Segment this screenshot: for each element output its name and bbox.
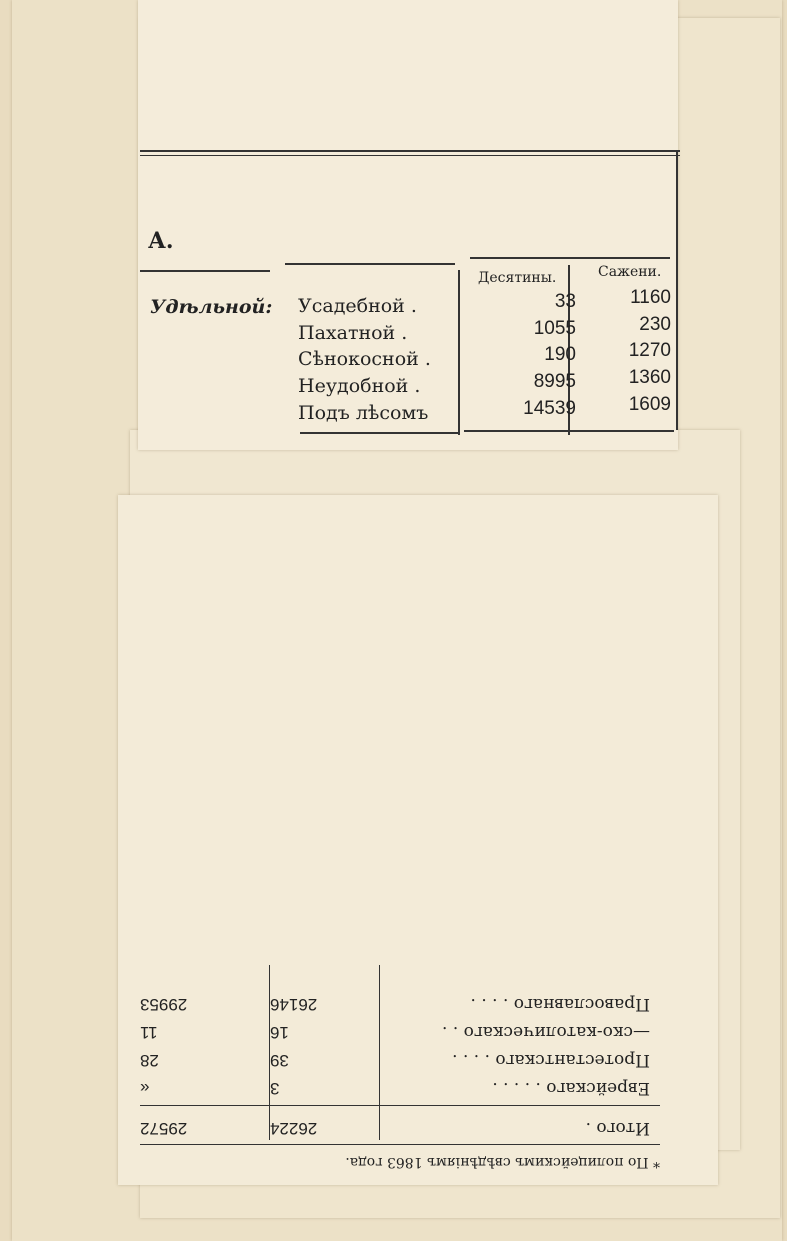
inverted-divider [379, 965, 380, 1140]
table-row [298, 394, 678, 432]
inverted-row-a: 26146 [270, 995, 318, 1014]
table-row [120, 986, 680, 1014]
inverted-row-a: 3 [270, 1079, 280, 1098]
inverted-row-label: Протестантскаго . . . . [452, 1050, 650, 1070]
inverted-row-a: 16 [270, 1023, 289, 1042]
inverted-table [120, 960, 680, 1180]
inverted-rule [140, 1144, 660, 1145]
inverted-row-label: Православнаго . . . . [470, 994, 650, 1014]
bottom-rule-right [464, 430, 674, 432]
row-label: Подъ лѣсомъ [298, 402, 429, 424]
col-header-sazheni: Сажени. [598, 264, 662, 280]
row-sazheni: 1609 [628, 394, 671, 415]
row-label: Сѣнокосной . [298, 348, 431, 370]
top-rule-thin [140, 155, 680, 156]
row-desyatiny: 8995 [533, 371, 576, 392]
inverted-row-b: 29572 [140, 1119, 188, 1138]
header-rule-right [470, 257, 670, 259]
inverted-rule [140, 1105, 660, 1106]
inverted-row-a: 39 [270, 1051, 289, 1070]
inverted-row-label: Итого . [585, 1118, 650, 1138]
inverted-row-b: 28 [140, 1051, 159, 1070]
inverted-row-a: 26224 [270, 1119, 318, 1138]
inverted-row-b: « [140, 1079, 150, 1098]
row-label: Неудобной . [298, 375, 421, 397]
category-label: Удѣльной: [150, 296, 273, 318]
inverted-divider [269, 965, 270, 1140]
row-sazheni: 1160 [630, 287, 671, 308]
row-desyatiny: 1055 [533, 318, 576, 339]
table-row [120, 1042, 680, 1070]
inverted-row-b: 29953 [140, 995, 188, 1014]
row-sazheni: 1270 [628, 340, 671, 361]
table-row [120, 1070, 680, 1098]
bottom-rule-mid [300, 432, 460, 434]
inverted-row-b: 11 [140, 1023, 158, 1042]
inverted-row-label: Еврейскаго . . . . . [492, 1078, 650, 1098]
row-desyatiny: 33 [554, 291, 576, 312]
row-sazheni: 1360 [628, 367, 671, 388]
row-desyatiny: 190 [544, 344, 576, 365]
col-header-desyatiny: Десятины. [478, 270, 557, 286]
row-label: Усадебной . [298, 295, 417, 317]
table-row [120, 1110, 680, 1138]
inverted-footnote: * По полицейскимъ свѣдѣніямъ 1863 года. [345, 1154, 660, 1170]
inverted-row-label: —ско-католическаго . . [442, 1022, 650, 1042]
top-rule [140, 150, 680, 152]
section-letter: А. [148, 228, 174, 254]
header-rule-left [140, 270, 270, 272]
row-label: Пахатной . [298, 322, 408, 344]
header-rule-mid [285, 263, 455, 265]
row-sazheni: 230 [639, 314, 671, 335]
table-row [120, 1014, 680, 1042]
row-desyatiny: 14539 [523, 398, 576, 419]
